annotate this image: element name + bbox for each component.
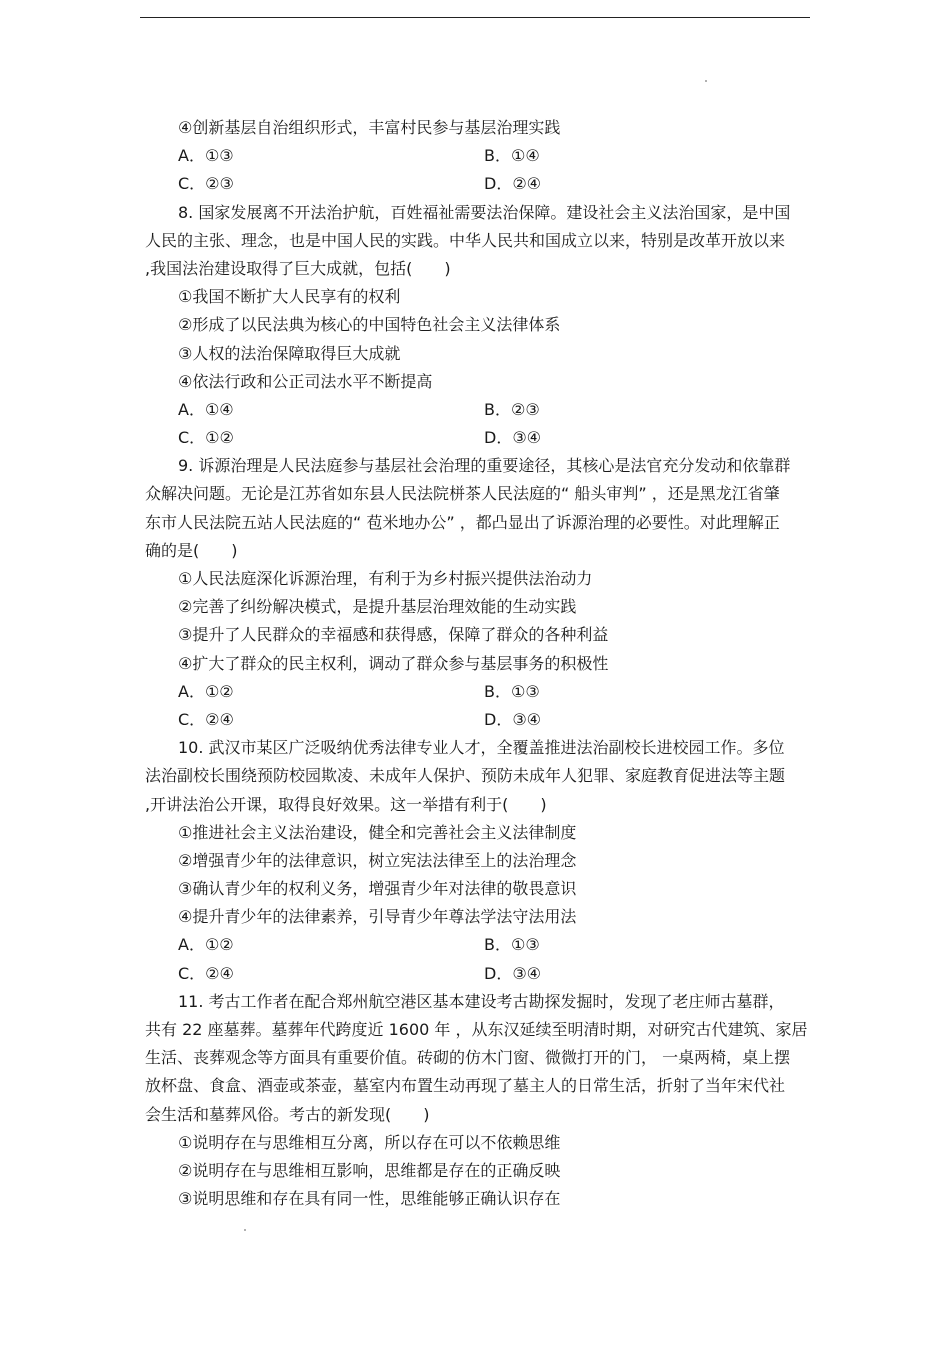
- option-b[interactable]: B．①③: [484, 681, 540, 701]
- statement: ③说明思维和存在具有同一性，思维能够正确认识存在: [178, 1189, 561, 1209]
- question-stem: 确的是( ): [145, 540, 238, 560]
- question-stem: 11. 考古工作者在配合郑州航空港区基本建设考古勘探发掘时，发现了老庄师古墓群，: [178, 991, 785, 1011]
- statement: ①我国不断扩大人民享有的权利: [178, 287, 401, 307]
- options-row: [145, 424, 813, 452]
- statement: ③人权的法治保障取得巨大成就: [178, 343, 401, 363]
- statement: ④依法行政和公正司法水平不断提高: [178, 371, 433, 391]
- question-stem: ,我国法治建设取得了巨大成就，包括( ): [145, 258, 451, 278]
- option-b[interactable]: B．①③: [484, 935, 540, 955]
- options-row: [145, 960, 813, 988]
- question-stem: 众解决问题。无论是江苏省如东县人民法院栟茶人民法庭的“ 船头审判” ，还是黑龙江省肇: [145, 484, 780, 504]
- option-c[interactable]: C．②④: [178, 963, 234, 983]
- option-a[interactable]: A．①③: [178, 146, 234, 166]
- question-11: [145, 988, 813, 1214]
- options-row: [145, 706, 813, 734]
- statement: ②形成了以民法典为核心的中国特色社会主义法律体系: [178, 315, 561, 335]
- question-stem: ,开讲法治公开课，取得良好效果。这一举措有利于( ): [145, 794, 547, 814]
- statement: ①人民法庭深化诉源治理，有利于为乡村振兴提供法治动力: [178, 569, 593, 588]
- statement: ③确认青少年的权利义务，增强青少年对法律的敬畏意识: [178, 879, 577, 899]
- document-body: [145, 114, 813, 1213]
- question-9: [145, 452, 813, 734]
- question-stem: 共有 22 座墓葬。墓葬年代跨度近 1600 年 ，从东汉延续至明清时期，对研究古代建筑、家居: [145, 1020, 808, 1039]
- question-stem: 会生活和墓葬风俗。考古的新发现( ): [145, 1104, 430, 1124]
- statement: ③提升了人民群众的幸福感和获得感，保障了群众的各种利益: [178, 625, 609, 645]
- option-c[interactable]: C．②④: [178, 709, 234, 729]
- question-7-tail: [145, 114, 813, 199]
- statement: ②增强青少年的法律意识，树立宪法法律至上的法治理念: [178, 850, 577, 870]
- option-a[interactable]: A．①②: [178, 681, 234, 701]
- scan-dot: [244, 1229, 246, 1231]
- statement: ①推进社会主义法治建设，健全和完善社会主义法律制度: [178, 822, 577, 842]
- header-rule: [140, 17, 810, 18]
- question-stem: 人民的主张、理念，也是中国人民的实践。中华人民共和国成立以来，特别是改革开放以来: [145, 230, 786, 250]
- options-row: [145, 931, 813, 959]
- question-stem: 9. 诉源治理是人民法庭参与基层社会治理的重要途径，其核心是法官充分发动和依靠群: [178, 456, 791, 476]
- statement: ④扩大了群众的民主权利，调动了群众参与基层事务的积极性: [178, 653, 609, 673]
- statement: ②完善了纠纷解决模式，是提升基层治理效能的生动实践: [178, 597, 577, 617]
- options-row: [145, 678, 813, 706]
- option-d[interactable]: D．③④: [484, 709, 542, 729]
- statement: ④提升青少年的法律素养，引导青少年尊法学法守法用法: [178, 907, 577, 927]
- options-row: [145, 396, 813, 424]
- option-a[interactable]: A．①②: [178, 935, 234, 955]
- option-c[interactable]: C．②③: [178, 174, 234, 194]
- question-stem: 10. 武汉市某区广泛吸纳优秀法律专业人才，全覆盖推进法治副校长进校园工作。多位: [178, 738, 785, 758]
- question-stem: 放杯盘、食盒、酒壶或茶壶，墓室内布置生动再现了墓主人的日常生活，折射了当年宋代社: [145, 1076, 786, 1096]
- question-8: [145, 199, 813, 453]
- statement: ①说明存在与思维相互分离，所以存在可以不依赖思维: [178, 1132, 561, 1152]
- question-stem: 法治副校长围绕预防校园欺凌、未成年人保护、预防未成年人犯罪、家庭教育促进法等主题: [145, 766, 786, 786]
- option-b[interactable]: B．②③: [484, 399, 540, 419]
- option-d[interactable]: D．③④: [484, 963, 542, 983]
- option-b[interactable]: B．①④: [484, 146, 540, 166]
- options-row: [145, 170, 813, 198]
- option-c[interactable]: C．①②: [178, 428, 234, 448]
- option-d[interactable]: D．③④: [484, 428, 542, 448]
- options-row: [145, 142, 813, 170]
- question-10: [145, 734, 813, 988]
- question-stem: 8. 国家发展离不开法治护航，百姓福祉需要法治保障。建设社会主义法治国家，是中国: [178, 202, 791, 222]
- question-stem: 东市人民法院五站人民法庭的“ 苞米地办公” ，都凸显出了诉源治理的必要性。对此理解正: [145, 512, 780, 532]
- statement: ②说明存在与思维相互影响，思维都是存在的正确反映: [178, 1160, 561, 1180]
- option-d[interactable]: D．②④: [484, 174, 542, 194]
- question-stem: 生活、丧葬观念等方面具有重要价值。砖砌的仿木门窗、微微打开的门， 一桌两椅，桌上摆: [145, 1048, 791, 1068]
- statement: ④创新基层自治组织形式，丰富村民参与基层治理实践: [178, 118, 561, 137]
- option-a[interactable]: A．①④: [178, 399, 234, 419]
- scan-dot: [705, 80, 707, 82]
